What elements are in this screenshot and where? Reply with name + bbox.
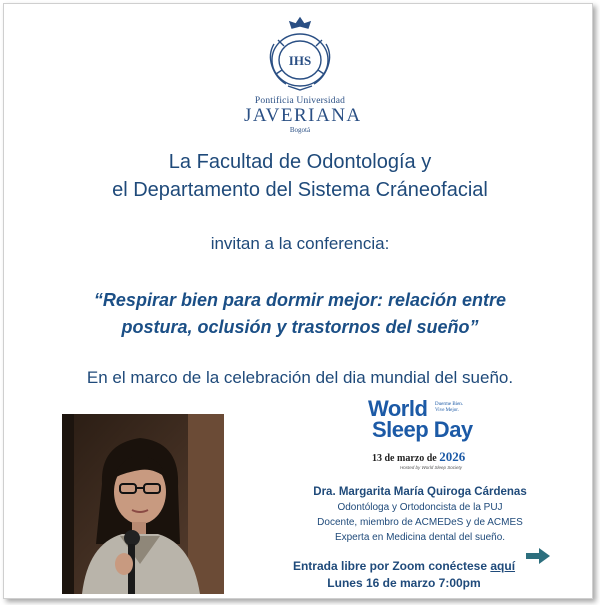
zoom-entry-text: Entrada libre por Zoom conéctese [292, 559, 488, 573]
zoom-link[interactable]: aquí [490, 559, 516, 573]
university-subtitle: Pontificia Universidad [254, 96, 346, 106]
wsd-year: 2026 [439, 449, 466, 464]
event-datetime: Lunes 16 de marzo 7:00pm [327, 576, 481, 590]
wsd-tagline [435, 402, 463, 414]
conference-title-line-2: postura, oclusión y trastornos del sueño” [121, 317, 479, 337]
zoom-entry-line [244, 559, 564, 573]
wsd-word-world: World [368, 396, 428, 421]
speaker-credential-3: Experta en Medicina dental del sueño. [334, 532, 506, 543]
context-text: En el marco de la celebración del dia mundial del sueño. [86, 368, 514, 387]
speaker-credential-2: Docente, miembro de ACMEDeS y de ACMES [317, 517, 523, 528]
wsd-tagline-2: Vive Mejor. [435, 408, 459, 413]
conference-title-line-1: “Respirar bien para dormir mejor: relación entre [93, 290, 507, 310]
university-logo [244, 14, 362, 134]
wsd-date [372, 449, 465, 465]
university-name: JAVERIANA [244, 105, 362, 126]
heading-line-2: el Departamento del Sistema Cráneofacial [112, 179, 488, 201]
speaker-name: Dra. Margarita María Quiroga Cárdenas [313, 486, 527, 498]
monogram-text: IHS [288, 53, 312, 68]
wsd-hosted-by: Hosted by World Sleep Society [400, 465, 463, 470]
speaker-photo [62, 414, 224, 594]
coat-of-arms-icon [264, 14, 336, 92]
heading-line-1: La Facultad de Odontología y [168, 151, 432, 173]
arrow-right-icon[interactable] [525, 547, 551, 565]
wsd-date-prefix: 13 de marzo de [372, 453, 437, 464]
invite-text: invitan a la conferencia: [210, 234, 390, 253]
university-city: Bogotá [289, 126, 311, 134]
speaker-credential-1: Odontóloga y Ortodoncista de la PUJ [337, 502, 503, 513]
wsd-tagline-1: Duerme Bien. [435, 402, 464, 407]
world-sleep-day-logo [366, 396, 486, 476]
wsd-word-sleep-day: Sleep Day [372, 417, 473, 442]
